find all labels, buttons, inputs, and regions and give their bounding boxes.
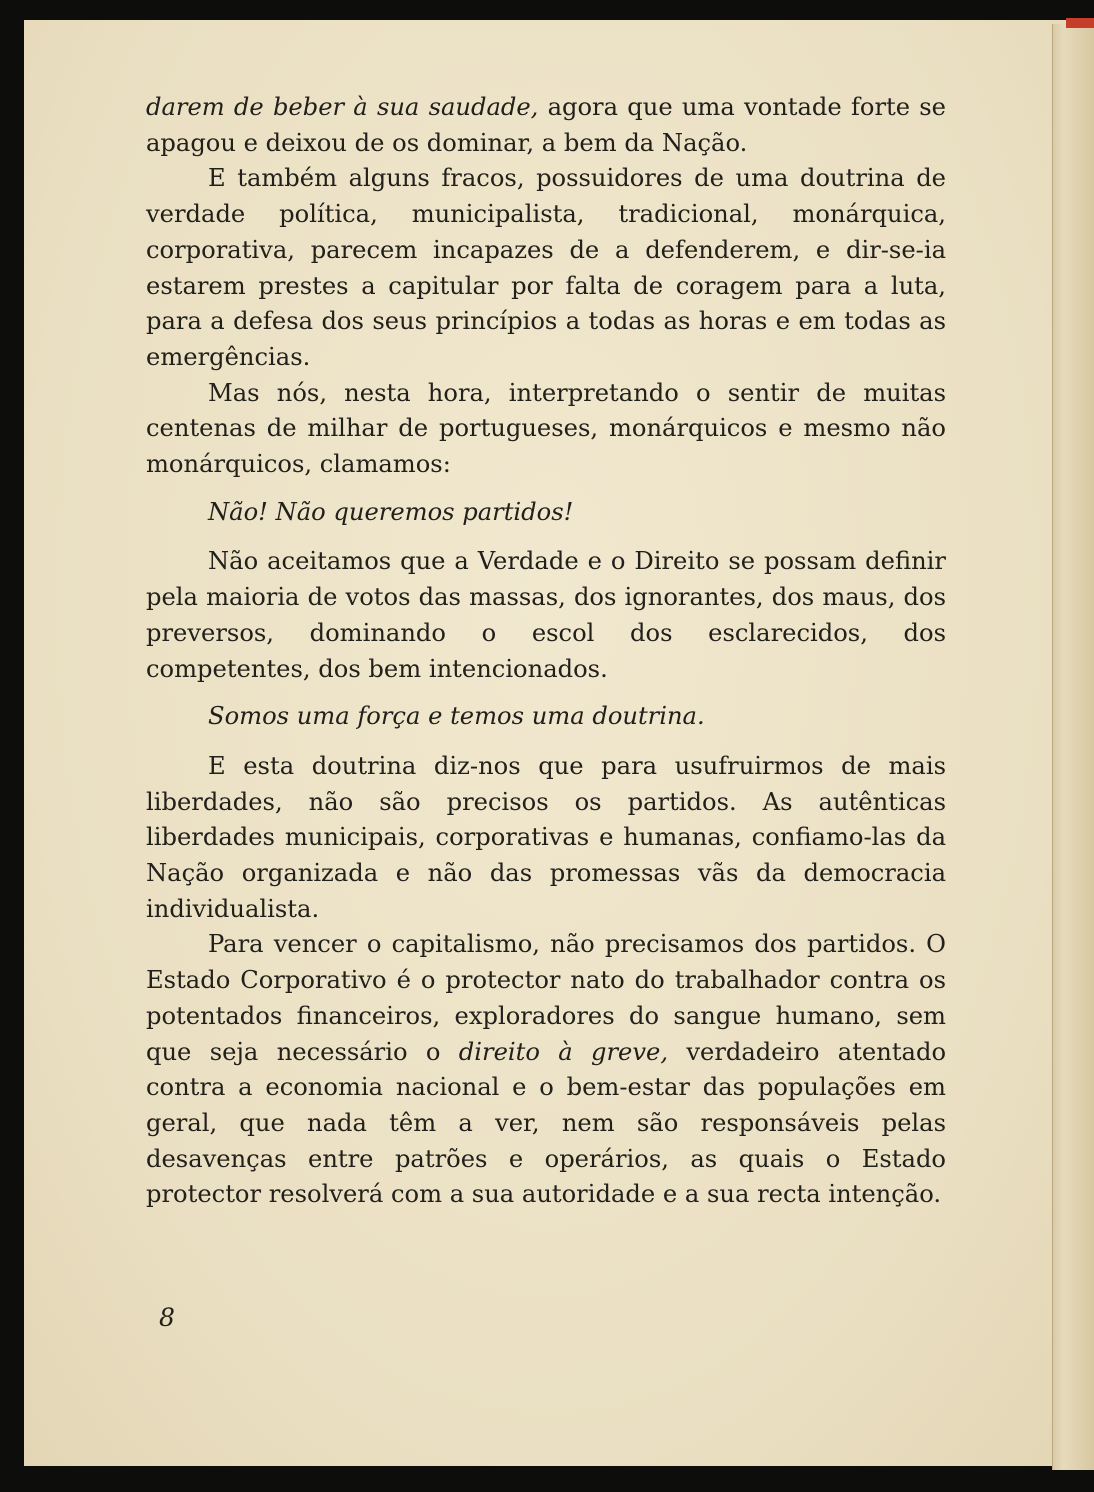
paragraph-text: agora que uma vontade forte se apagou e deixou de os dominar, a bem da Nação. [146, 93, 946, 157]
paragraph-continuation [146, 90, 946, 161]
body-text [146, 90, 946, 1213]
paragraph-text: Para vencer o capitalismo, não precisamos dos partidos. O Estado Corporativo é o protector nato do trabalhador contra os potentados financeiros, exploradores do sangue humano, sem que seja necessário o [146, 930, 946, 1066]
paragraph-text: verdadeiro atentado contra a economia nacional e o bem-estar das populações em geral, que nada têm a ver, nem são responsáveis pelas desavenças entre patrões e operários, as quais o Estado protector resolverá com a sua autoridade e a sua recta intenção. [146, 1037, 947, 1209]
italic-phrase: direito à greve, [458, 1037, 669, 1066]
paragraph: E também alguns fracos, possuidores de uma doutrina de verdade política, municipalista, tradicional, monárquica, corporativa, parecem incapazes de a defenderem, e dir-se-ia estarem prestes a capitular por falta de coragem para a luta, para a defesa dos seus princípios a todas as horas e em todas as emergências. [146, 164, 946, 371]
italic-statement: Não! Não queremos partidos! [208, 497, 574, 526]
paragraph: Não aceitamos que a Verdade e o Direito se possam definir pela maioria de votos das massas, dos ignorantes, dos maus, dos preversos, dominando o escol dos esclarecidos, dos competentes, dos bem intencionados. [146, 547, 946, 683]
book-spine-edge [1052, 24, 1094, 1470]
page-number: 8 [159, 1303, 175, 1332]
italic-phrase: darem de beber à sua saudade, [146, 93, 539, 121]
italic-statement: Somos uma força e temos uma doutrina. [208, 702, 705, 731]
paragraph: Mas nós, nesta hora, interpretando o sentir de muitas centenas de milhar de portugueses, monárquicos e mesmo não monárquicos, clamamos: [146, 378, 946, 479]
paragraph [146, 927, 946, 1213]
paragraph: E esta doutrina diz-nos que para usufruirmos de mais liberdades, não são precisos os partidos. As autênticas liberdades municipais, corporativas e humanas, confiamo-las da Nação organizada e não das promessas vãs da democracia individualista. [146, 751, 946, 923]
spine-color-tab [1066, 18, 1094, 28]
